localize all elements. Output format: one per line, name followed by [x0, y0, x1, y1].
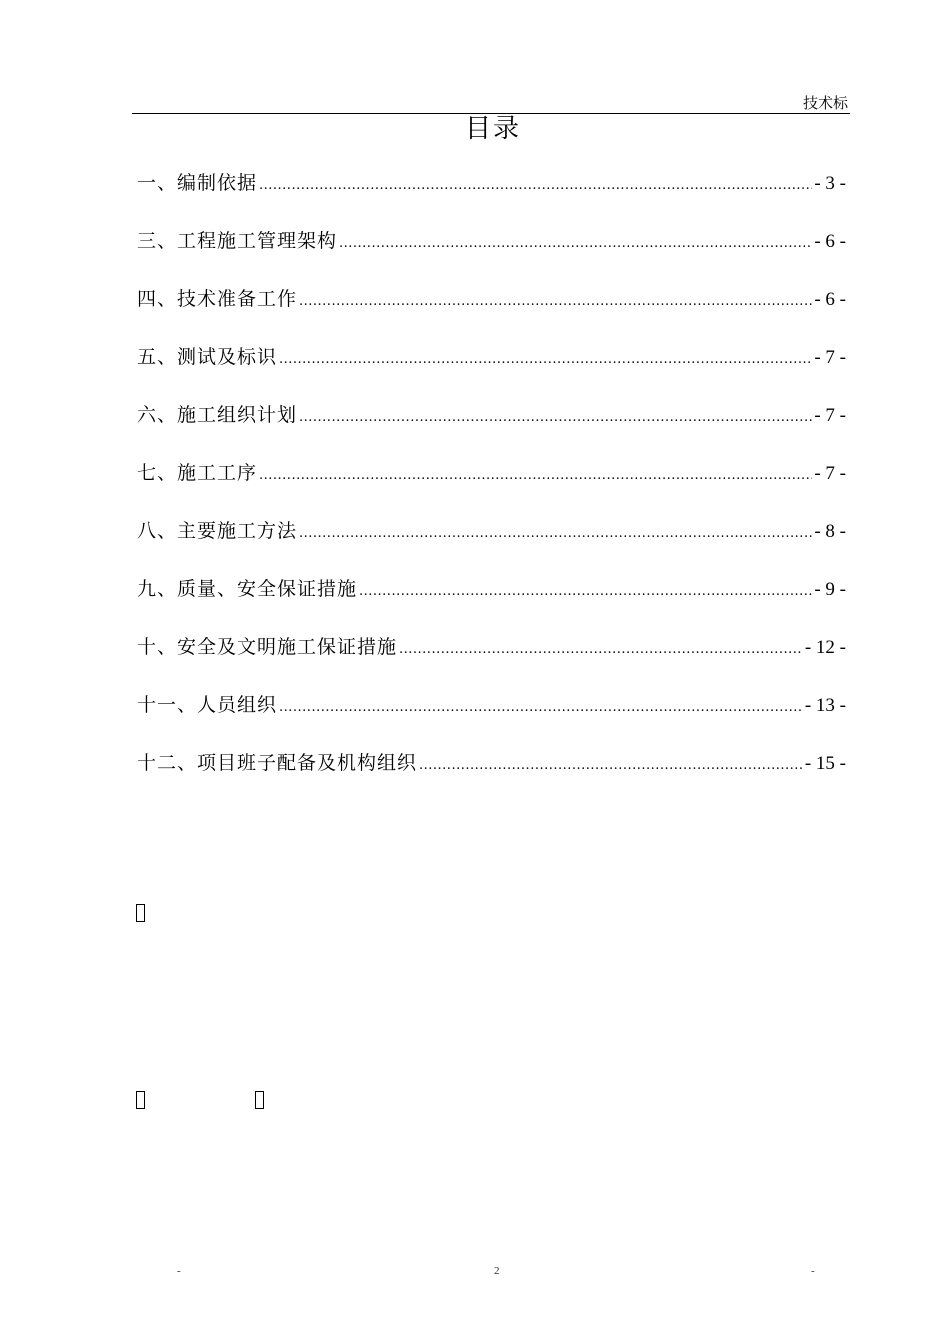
toc-entry[interactable] [137, 690, 846, 748]
toc-leader-dots [419, 758, 803, 773]
toc-entry-page: - 13 - [804, 695, 846, 716]
missing-glyph-box [136, 1091, 145, 1109]
toc-leader-dots [299, 526, 812, 541]
toc-leader-dots [279, 700, 803, 715]
toc-leader-dots [399, 642, 803, 657]
toc-entry-label: 三、工程施工管理架构 [137, 230, 338, 252]
toc-entry-page: - 7 - [814, 347, 846, 368]
toc-leader-dots [279, 352, 812, 367]
toc-entry-label: 十二、项目班子配备及机构组织 [137, 752, 418, 774]
toc-leader-dots [339, 236, 812, 251]
toc-entry-page: - 15 - [804, 753, 846, 774]
missing-glyph-box [136, 904, 145, 922]
toc-entry-page: - 6 - [814, 289, 846, 310]
toc-entry-label: 六、施工组织计划 [137, 404, 298, 426]
toc-leader-dots [259, 178, 812, 193]
toc-entry-label: 十一、人员组织 [137, 694, 278, 716]
toc-entry[interactable] [137, 748, 846, 806]
toc-entry-label: 一、编制依据 [137, 172, 258, 194]
toc-leader-dots [299, 410, 812, 425]
toc-entry[interactable] [137, 516, 846, 574]
toc-entry-label: 十、安全及文明施工保证措施 [137, 636, 398, 658]
toc-entry-label: 九、质量、安全保证措施 [137, 578, 358, 600]
toc-entry[interactable] [137, 226, 846, 284]
toc-entry[interactable] [137, 400, 846, 458]
toc-entry-page: - 7 - [814, 405, 846, 426]
toc-entry-page: - 9 - [814, 579, 846, 600]
toc-entry-page: - 6 - [814, 231, 846, 252]
toc-leader-dots [299, 294, 812, 309]
toc-entry-page: - 3 - [814, 173, 846, 194]
toc-entry[interactable] [137, 168, 846, 226]
footer-left-mark: - [177, 1265, 181, 1277]
toc-entry-label: 七、施工工序 [137, 462, 258, 484]
toc-entry[interactable] [137, 574, 846, 632]
toc-entry-page: - 7 - [814, 463, 846, 484]
page-header-text: 技术标 [802, 94, 848, 112]
toc-entry[interactable] [137, 632, 846, 690]
toc-entry-label: 五、测试及标识 [137, 346, 278, 368]
toc-leader-dots [259, 468, 812, 483]
toc-entry[interactable] [137, 458, 846, 516]
toc-entry[interactable] [137, 284, 846, 342]
toc-entry-label: 八、主要施工方法 [137, 520, 298, 542]
toc-entry-page: - 12 - [804, 637, 846, 658]
footer-right-mark: - [811, 1265, 815, 1277]
missing-glyph-box [255, 1091, 264, 1109]
toc-leader-dots [359, 584, 812, 599]
toc-entry-page: - 8 - [814, 521, 846, 542]
toc-entry-label: 四、技术准备工作 [137, 288, 298, 310]
toc-entry[interactable] [137, 342, 846, 400]
table-of-contents [137, 168, 846, 806]
footer-page-number: 2 [494, 1265, 500, 1277]
toc-title: 目录 [464, 114, 521, 144]
